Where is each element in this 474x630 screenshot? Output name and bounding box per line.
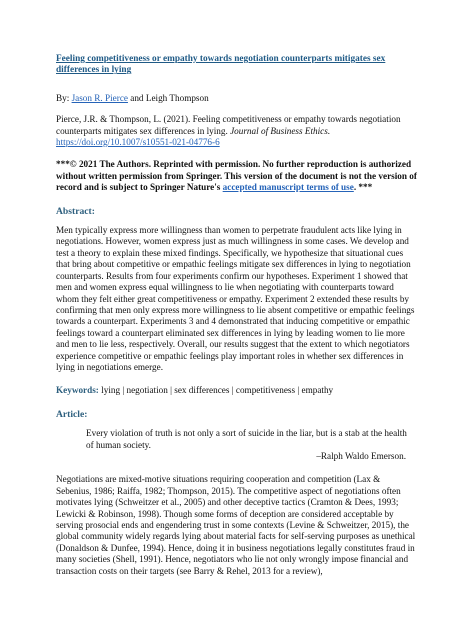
epigraph	[86, 428, 414, 462]
byline-prefix: By:	[56, 92, 72, 103]
terms-of-use-link[interactable]: accepted manuscript terms of use	[222, 182, 354, 193]
doi-link[interactable]: https://doi.org/10.1007/s10551-021-04776-6	[56, 137, 220, 148]
notice-suffix: . ***	[353, 182, 373, 193]
citation	[56, 114, 418, 148]
byline-connector: and Leigh Thompson	[127, 92, 209, 103]
abstract-text: Men typically express more willingness than women to perpetrate fraudulent acts like lying in negotiations. However, women express just as much willingness in some cases. We develop and test a theory to explain these mixed findings. Specifically, we hypothesize that situational cues that bring about competitive or empathic feelings mitigate sex differences in lying to negotiation counterparts. Results from four experiments confirm our hypotheses. Experiment 1 showed that men and women express equal willingness to lie when negotiating with counterparts toward whom they felt either great competitiveness or empathy. Experiment 2 extended these results by confirming that men only express more willingness to lie absent competitive or empathic feelings towards a counterpart. Experiments 3 and 4 demonstrated that inducing competitive or empathic feelings toward a counterpart eliminated sex differences in lying by leading women to lie more and men to lie less, respectively. Overall, our results suggest that the extent to which negotiators experience competitive or empathic feelings play important roles in whether sex differences in lying in negotiations emerge.	[56, 225, 415, 372]
byline	[56, 93, 418, 104]
notice-text: ***© 2021 The Authors. Reprinted with permission. No further reproduction is authorized without written permission from Springer. This version of the document is not the version of record and is subject to Springer Nature's	[56, 159, 417, 193]
article-heading: Article:	[56, 408, 88, 420]
author-link[interactable]: Jason R. Pierce	[71, 92, 128, 103]
citation-text: Pierce, J.R. & Thompson, L. (2021). Feeling competitiveness or empathy towards negotiation counterparts mitigates sex differences in lying.	[56, 114, 401, 136]
epigraph-quote: Every violation of truth is not only a sort of suicide in the liar, but is a stab at the health of human society.	[86, 428, 407, 450]
paper-title[interactable]: Feeling competitiveness or empathy towards negotiation counterparts mitigates sex differences in lying	[56, 54, 386, 76]
epigraph-attribution: –Ralph Waldo Emerson.	[316, 450, 406, 461]
keywords-label: Keywords:	[56, 385, 99, 396]
article-body: Negotiations are mixed-motive situations requiring cooperation and competition (Lax & Sebenius, 1986; Raiffa, 1982; Thompson, 2015). The competitive aspect of negotiations often motivates lying (Schweitzer et al., 2005) and other deceptive tactics (Cramton & Dees, 1993; Lewicki & Robinson, 1998). Though some forms of deception are considered acceptable by serving prosocial ends and engendering trust in some contexts (Levine & Schweitzer, 2015), the global community widely regards lying about material facts for self-serving purposes as unethical (Donaldson & Dunfee, 1994). Hence, doing it in business negotiations legally constitutes fraud in many societies (Shell, 1991). Hence, negotiators who lie not only wrongly impose financial and transaction costs on their targets (see Barry & Rehel, 2013 for a review),	[56, 474, 416, 576]
keywords-line	[56, 385, 418, 396]
journal-name: Journal of Business Ethics.	[230, 125, 331, 136]
copyright-notice	[56, 159, 418, 193]
keywords-text: lying | negotiation | sex differences | competitiveness | empathy	[98, 385, 334, 396]
abstract-heading: Abstract:	[56, 205, 95, 217]
